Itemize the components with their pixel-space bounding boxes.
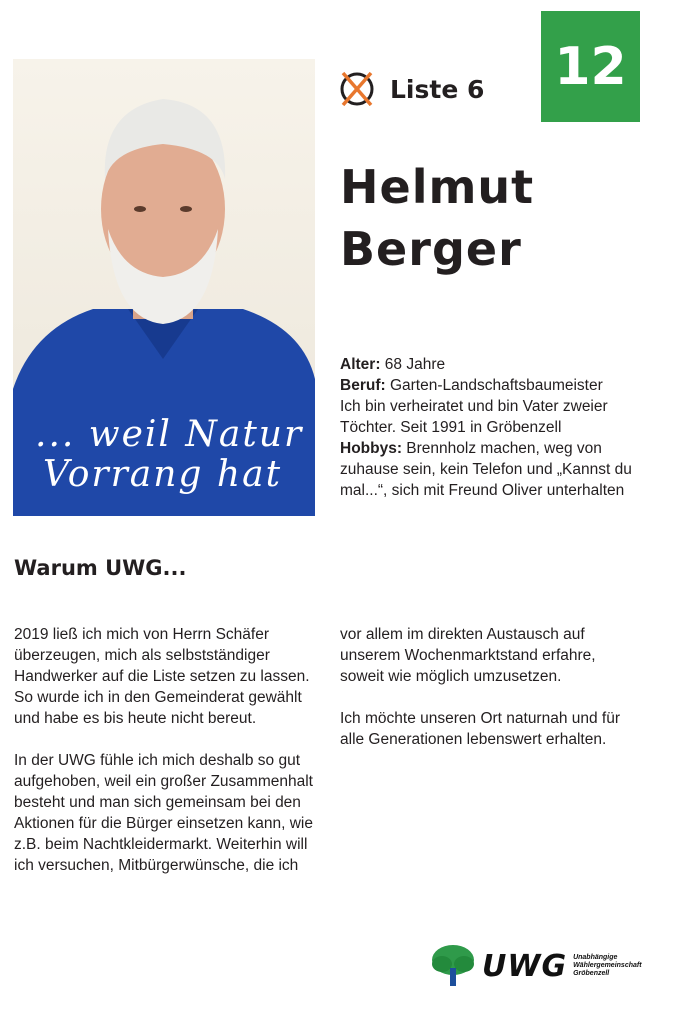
age-label: Alter: <box>340 356 381 373</box>
logo-sub-line: Unabhängige <box>573 954 618 961</box>
job-line <box>340 375 650 396</box>
hobbies-label: Hobbys: <box>340 440 402 457</box>
hobbies-line <box>340 438 650 501</box>
paragraph: 2019 ließ ich mich von Herrn Schäfer überzeugen, mich als selbstständiger Handwerker auf die Liste setzen zu lassen. So wurde ich in den Gemeinderat gewählt und habe es bis heute nicht bereut. <box>14 626 310 727</box>
age-value: 68 Jahre <box>380 356 446 373</box>
hobbies-value: Brennholz machen, weg von zuhause sein, kein Telefon und „Kannst du mal...“, sich mit Freund Oliver unterhalten <box>340 440 632 499</box>
text-column-right <box>340 624 640 771</box>
uwg-logo <box>430 944 642 988</box>
paragraph: Ich möchte unseren Ort naturnah und für alle Generationen lebenswert erhalten. <box>340 710 621 748</box>
logo-subtitle <box>573 954 641 978</box>
last-name: Berger <box>340 222 522 276</box>
text-column-left <box>14 624 314 897</box>
section-heading: Warum UWG... <box>14 556 187 580</box>
job-label: Beruf: <box>340 377 386 394</box>
tree-icon <box>430 944 476 988</box>
photo-slogan-line1: ... weil Natur <box>35 414 304 455</box>
candidate-number: 12 <box>554 36 627 97</box>
list-badge <box>338 70 484 108</box>
candidate-photo <box>13 59 315 516</box>
paragraph: In der UWG fühle ich mich deshalb so gut aufgehoben, weil ein großer Zusammenhalt besteht und man sich gemeinsam bei den Aktionen für die Bürger einsetzen kann, wie z.B. beim Nachtkleidermarkt. Weiterhin will ich versuchen, Mitbürgerwünsche, die ich <box>14 752 313 874</box>
logo-name: UWG <box>482 948 568 984</box>
age-line <box>340 354 650 375</box>
list-label: Liste 6 <box>390 74 485 104</box>
family-text: Ich bin verheiratet und bin Vater zweier Töchter. Seit 1991 in Gröbenzell <box>340 398 608 436</box>
candidate-number-box <box>541 11 640 122</box>
logo-sub-line: Gröbenzell <box>573 970 610 977</box>
candidate-info <box>340 354 650 501</box>
first-name: Helmut <box>340 160 535 214</box>
job-value: Garten-Landschaftsbaumeister <box>385 377 603 394</box>
logo-sub-line: Wählergemeinschaft <box>573 962 642 969</box>
paragraph: vor allem im direkten Austausch auf unserem Wochenmarktstand erfahre, soweit wie möglich umzusetzen. <box>340 626 596 685</box>
ballot-cross-icon <box>338 70 376 108</box>
photo-slogan-line2: Vorrang hat <box>43 454 283 495</box>
